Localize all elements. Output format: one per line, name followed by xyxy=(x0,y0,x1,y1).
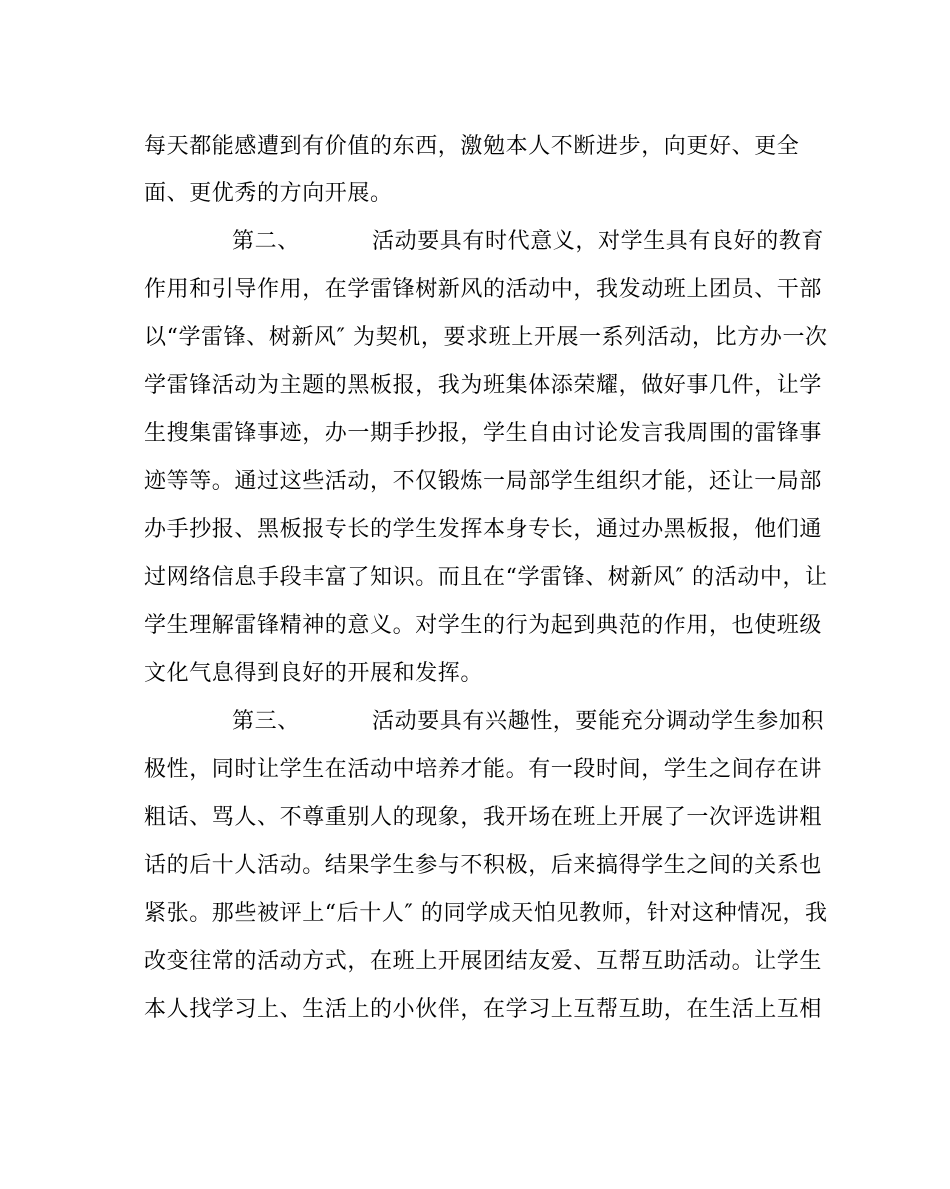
paragraph-3-number: 第三、 xyxy=(232,709,300,734)
paragraph-2-first-line: 活动要具有时代意义，对学生具有良好的教育 xyxy=(372,229,825,254)
paragraph-2-line-5: 迹等等。通过这些活动，不仅锻炼一局部学生组织才能，还让一局部 xyxy=(144,469,823,494)
paragraph-2-line-4: 生搜集雷锋事迹，办一期手抄报，学生自由讨论发言我周围的雷锋事 xyxy=(144,421,823,446)
paragraph-1-line-2: 面、更优秀的方向开展。 xyxy=(144,181,393,206)
paragraph-3-line-4: 紧张。那些被评上“后十人″ 的同学成天怕见教师，针对这种情况，我 xyxy=(144,901,828,926)
paragraph-2-number: 第二、 xyxy=(232,229,300,254)
paragraph-2-line-9: 文化气息得到良好的开展和发挥。 xyxy=(144,661,484,686)
paragraph-2-line-6: 办手抄报、黑板报专长的学生发挥本身专长，通过办黑板报，他们通 xyxy=(144,517,823,542)
paragraph-3-line-5: 改变往常的活动方式，在班上开展团结友爱、互帮互助活动。让学生 xyxy=(144,949,823,974)
paragraph-2-line-3: 学雷锋活动为主题的黑板报，我为班集体添荣耀，做好事几件，让学 xyxy=(144,373,823,398)
paragraph-2-line-1: 作用和引导作用，在学雷锋树新风的活动中，我发动班上团员、干部 xyxy=(144,277,823,302)
paragraph-1-line-1: 每天都能感遭到有价值的东西，激勉本人不断进步，向更好、更全 xyxy=(144,134,800,159)
paragraph-2-line-8: 学生理解雷锋精神的意义。对学生的行为起到典范的作用，也使班级 xyxy=(144,613,823,638)
paragraph-2-line-2: 以“学雷锋、树新风″ 为契机，要求班上开展一系列活动，比方办一次 xyxy=(144,325,828,350)
paragraph-3-first-line: 活动要具有兴趣性，要能充分调动学生参加积 xyxy=(372,709,825,734)
paragraph-3-line-3: 话的后十人活动。结果学生参与不积极，后来搞得学生之间的关系也 xyxy=(144,853,823,878)
paragraph-3-line-6: 本人找学习上、生活上的小伙伴，在学习上互帮互助，在生活上互相 xyxy=(144,997,823,1022)
paragraph-3-line-1: 极性，同时让学生在活动中培养才能。有一段时间，学生之间存在讲 xyxy=(144,757,823,782)
paragraph-2-line-7: 过网络信息手段丰富了知识。而且在“学雷锋、树新风″ 的活动中，让 xyxy=(144,565,828,590)
paragraph-3-line-2: 粗话、骂人、不尊重别人的现象，我开场在班上开展了一次评选讲粗 xyxy=(144,805,823,830)
